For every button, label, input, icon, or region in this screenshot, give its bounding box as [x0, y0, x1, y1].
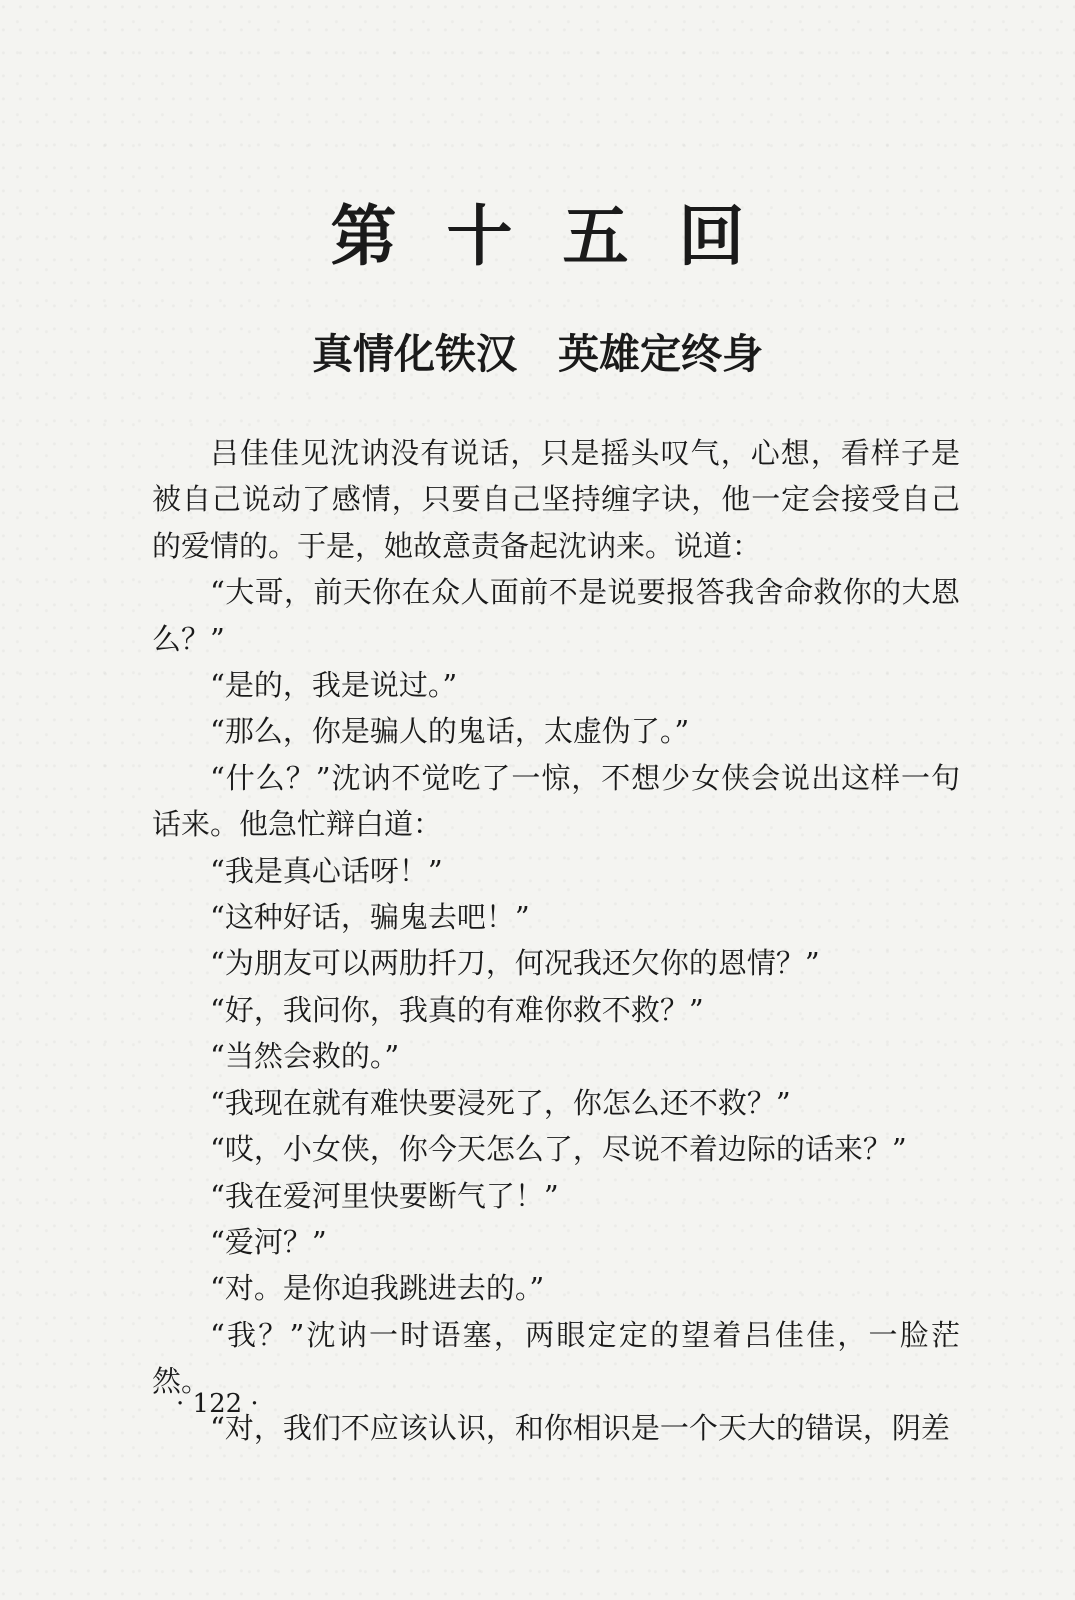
paragraph: “为朋友可以两肋扦刀，何况我还欠你的恩情？” [210, 946, 820, 981]
paragraph: “哎，小女侠，你今天怎么了，尽说不着边际的话来？” [210, 1132, 907, 1167]
paragraph: “当然会救的。” [210, 1039, 400, 1074]
chapter-title: 真情化铁汉 英雄定终身 [312, 330, 763, 378]
paragraph: “是的，我是说过。” [210, 668, 458, 703]
paragraph: “对。是你迫我跳进去的。” [210, 1271, 545, 1306]
paragraph: “什么？”沈讷不觉吃了一惊，不想少女侠会说出这样一句话来。他急忙辩白道： [152, 760, 960, 842]
paragraph: “爱河？” [210, 1224, 327, 1259]
paragraph: “我是真心话呀！” [210, 853, 443, 888]
paragraph: “好，我问你，我真的有难你救不救？” [210, 992, 704, 1027]
paragraph: “大哥，前天你在众人面前不是说要报答我舍命救你的大恩么？” [152, 575, 960, 656]
page-number: · 122 · [176, 1389, 259, 1419]
paragraph: “对，我们不应该认识，和你相识是一个天大的错误，阴差 [210, 1410, 950, 1445]
paragraph: 吕佳佳见沈讷没有说话，只是摇头叹气，心想，看样子是被自己说动了感情，只要自己坚持缠字诀，他一定会接受自己的爱情的。于是，她故意责备起沈讷来。说道： [152, 436, 960, 563]
paragraph: “这种好话，骗鬼去吧！” [210, 900, 530, 935]
paragraph: “我现在就有难快要浸死了，你怎么还不救？” [210, 1085, 791, 1120]
body-text [152, 430, 960, 1451]
paragraph: “我在爱河里快要断气了！” [210, 1178, 559, 1213]
paragraph: “我？”沈讷一时语塞，两眼定定的望着吕佳佳，一脸茫然。 [152, 1317, 960, 1399]
chapter-number: 第十五回 [330, 197, 795, 275]
paragraph: “那么，你是骗人的鬼话，太虚伪了。” [210, 714, 690, 749]
